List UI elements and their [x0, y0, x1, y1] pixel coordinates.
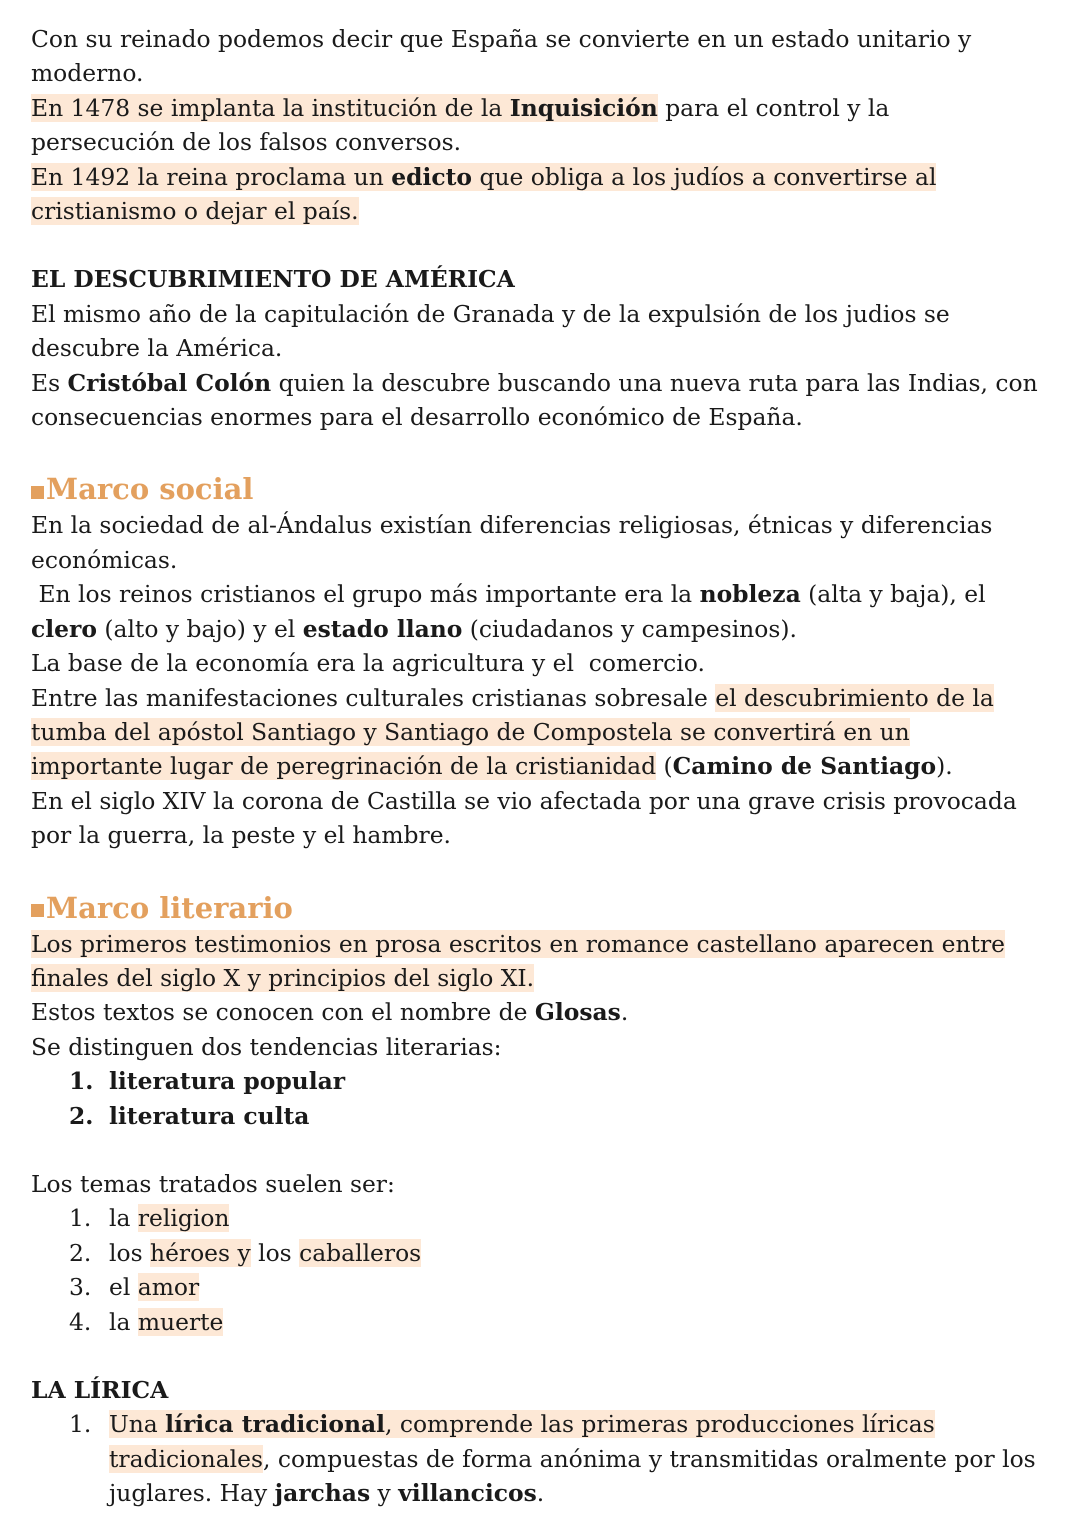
list-item: 4. la muerte	[69, 1307, 224, 1336]
list-item: 1. Una lírica tradicional, comprende las primeras producciones líricas tradicionales, compuestas de forma anónima y transmitidas oralmente por los juglares. Hay jarchas y villancicos.	[69, 1410, 1036, 1508]
marco-social-heading: Marco social	[31, 470, 1040, 508]
intro-paragraph-3: En 1492 la reina proclama un edicto que obliga a los judíos a convertirse al cristianismo o dejar el país.	[31, 162, 937, 226]
tendencias-list	[31, 1064, 1040, 1133]
descubrimiento-paragraph-1: El mismo año de la capitulación de Granada y de la expulsión de los judios se descubre la América.	[31, 299, 950, 363]
lirica-list	[31, 1407, 1040, 1510]
temas-intro: Los temas tratados suelen ser:	[31, 1169, 395, 1198]
list-item: 1. la religion	[69, 1204, 230, 1233]
marco-literario-heading: Marco literario	[31, 889, 1040, 927]
social-paragraph-3: La base de la economía era la agricultura y el comercio.	[31, 649, 705, 678]
social-paragraph-4: Entre las manifestaciones culturales cristianas sobresale el descubrimiento de la tumba del apóstol Santiago y Santiago de Compostela se convertirá en un importante lugar de peregrinación de la cristianidad (Camino de Santiago).	[31, 683, 994, 781]
intro-paragraph-1: Con su reinado podemos decir que España se convierte en un estado unitario y moderno.	[31, 25, 972, 88]
social-paragraph-2: En los reinos cristianos el grupo más importante era la nobleza (alta y baja), el clero (alto y bajo) y el estado llano (ciudadanos y campesinos).	[31, 580, 994, 643]
temas-list	[31, 1201, 1040, 1339]
descubrimiento-heading: EL DESCUBRIMIENTO DE AMÉRICA	[31, 265, 515, 294]
lirica-heading: LA LÍRICA	[31, 1376, 169, 1404]
literario-paragraph-3: Se distinguen dos tendencias literarias:	[31, 1032, 502, 1061]
list-item: 3. el amor	[69, 1273, 200, 1302]
square-bullet-icon	[31, 486, 44, 499]
intro-paragraph-2: En 1478 se implanta la institución de la Inquisición para el control y la persecución de los falsos conversos.	[31, 93, 890, 157]
square-bullet-icon	[31, 904, 44, 917]
literario-paragraph-1: Los primeros testimonios en prosa escritos en romance castellano aparecen entre finales del siglo X y principios del siglo XI.	[31, 929, 1005, 992]
descubrimiento-paragraph-2: Es Cristóbal Colón quien la descubre buscando una nueva ruta para las Indias, con consecuencias enormes para el desarrollo económico de España.	[31, 368, 1038, 432]
list-item: 2. literatura culta	[69, 1101, 310, 1130]
social-paragraph-1: En la sociedad de al-Ándalus existían diferencias religiosas, étnicas y diferencias económicas.	[31, 511, 993, 574]
list-item: 2. los héroes y los caballeros	[69, 1238, 422, 1267]
literario-paragraph-2: Estos textos se conocen con el nombre de Glosas.	[31, 998, 629, 1027]
social-paragraph-5: En el siglo XIV la corona de Castilla se vio afectada por una grave crisis provocada por la guerra, la peste y el hambre.	[31, 786, 1017, 850]
list-item: 1. literatura popular	[69, 1067, 346, 1096]
